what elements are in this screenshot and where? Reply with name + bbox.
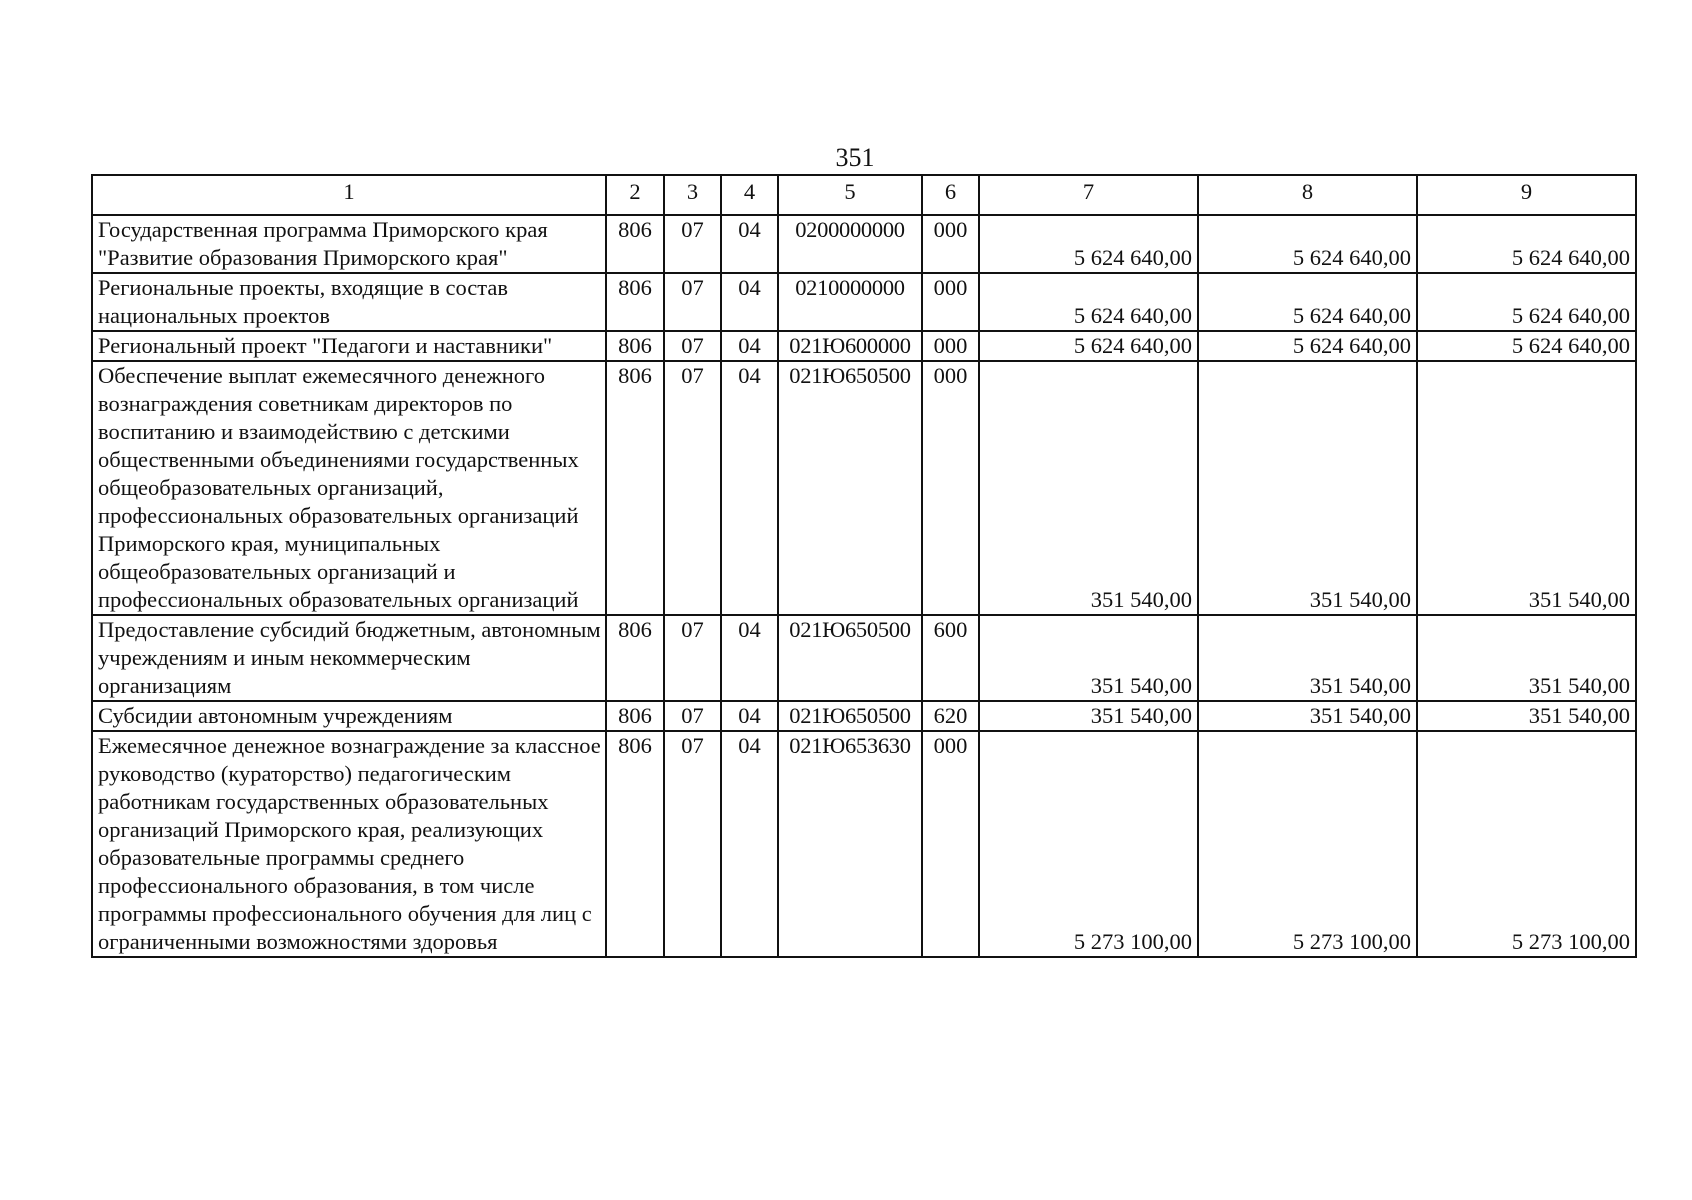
target-article-code: 021Ю600000 [778, 331, 922, 361]
expense-type-code: 000 [922, 731, 979, 957]
expense-type-code: 600 [922, 615, 979, 701]
table-row [92, 331, 1636, 361]
subsection-code: 04 [721, 731, 778, 957]
row-name: Предоставление субсидий бюджетным, автономным учреждениям и иным некоммерческим организациям [92, 615, 606, 701]
amount-column-9: 351 540,00 [1417, 361, 1636, 615]
ministry-code: 806 [606, 701, 664, 731]
table-row [92, 273, 1636, 331]
amount-column-7: 5 624 640,00 [979, 215, 1198, 273]
table-row [92, 615, 1636, 701]
expense-type-code: 000 [922, 331, 979, 361]
target-article-code: 021Ю650500 [778, 361, 922, 615]
expense-type-code: 620 [922, 701, 979, 731]
subsection-code: 04 [721, 615, 778, 701]
column-header: 5 [778, 175, 922, 215]
table-row [92, 701, 1636, 731]
table-row [92, 215, 1636, 273]
ministry-code: 806 [606, 215, 664, 273]
subsection-code: 04 [721, 273, 778, 331]
ministry-code: 806 [606, 273, 664, 331]
expense-type-code: 000 [922, 215, 979, 273]
section-code: 07 [664, 701, 721, 731]
column-header: 4 [721, 175, 778, 215]
column-header: 9 [1417, 175, 1636, 215]
amount-column-7: 351 540,00 [979, 701, 1198, 731]
column-header: 1 [92, 175, 606, 215]
amount-column-8: 5 624 640,00 [1198, 215, 1417, 273]
expense-type-code: 000 [922, 273, 979, 331]
row-name: Ежемесячное денежное вознаграждение за классное руководство (кураторство) педагогическим работникам государственных образовательных организаций Приморского края, реализующих образовательные программы среднего профессионального образования, в том числе программы профессионального обучения для лиц с ограниченными возможностями здоровья [92, 731, 606, 957]
column-header: 8 [1198, 175, 1417, 215]
target-article-code: 021Ю650500 [778, 615, 922, 701]
amount-column-8: 5 624 640,00 [1198, 331, 1417, 361]
table-row [92, 361, 1636, 615]
column-header: 7 [979, 175, 1198, 215]
ministry-code: 806 [606, 331, 664, 361]
target-article-code: 0200000000 [778, 215, 922, 273]
amount-column-9: 5 624 640,00 [1417, 215, 1636, 273]
subsection-code: 04 [721, 215, 778, 273]
amount-column-9: 351 540,00 [1417, 615, 1636, 701]
amount-column-9: 5 273 100,00 [1417, 731, 1636, 957]
amount-column-9: 5 624 640,00 [1417, 273, 1636, 331]
column-header: 3 [664, 175, 721, 215]
amount-column-8: 5 273 100,00 [1198, 731, 1417, 957]
amount-column-7: 5 624 640,00 [979, 273, 1198, 331]
section-code: 07 [664, 215, 721, 273]
expense-type-code: 000 [922, 361, 979, 615]
target-article-code: 021Ю653630 [778, 731, 922, 957]
amount-column-7: 5 624 640,00 [979, 331, 1198, 361]
row-name: Государственная программа Приморского края "Развитие образования Приморского края" [92, 215, 606, 273]
row-name: Региональные проекты, входящие в состав национальных проектов [92, 273, 606, 331]
subsection-code: 04 [721, 361, 778, 615]
amount-column-9: 5 624 640,00 [1417, 331, 1636, 361]
table-row [92, 731, 1636, 957]
ministry-code: 806 [606, 731, 664, 957]
section-code: 07 [664, 331, 721, 361]
target-article-code: 021Ю650500 [778, 701, 922, 731]
subsection-code: 04 [721, 331, 778, 361]
amount-column-8: 351 540,00 [1198, 615, 1417, 701]
ministry-code: 806 [606, 361, 664, 615]
target-article-code: 0210000000 [778, 273, 922, 331]
amount-column-8: 351 540,00 [1198, 361, 1417, 615]
row-name: Обеспечение выплат ежемесячного денежного вознаграждения советникам директоров по воспитанию и взаимодействию с детскими общественными объединениями государственных общеобразовательных организаций, профессиональных образовательных организаций Приморского края, муниципальных общеобразовательных организаций и профессиональных образовательных организаций [92, 361, 606, 615]
amount-column-8: 351 540,00 [1198, 701, 1417, 731]
section-code: 07 [664, 615, 721, 701]
amount-column-9: 351 540,00 [1417, 701, 1636, 731]
amount-column-8: 5 624 640,00 [1198, 273, 1417, 331]
subsection-code: 04 [721, 701, 778, 731]
amount-column-7: 351 540,00 [979, 361, 1198, 615]
page-number: 351 [835, 143, 875, 172]
amount-column-7: 5 273 100,00 [979, 731, 1198, 957]
section-code: 07 [664, 731, 721, 957]
row-name: Региональный проект "Педагоги и наставники" [92, 331, 606, 361]
column-header: 2 [606, 175, 664, 215]
section-code: 07 [664, 273, 721, 331]
amount-column-7: 351 540,00 [979, 615, 1198, 701]
section-code: 07 [664, 361, 721, 615]
budget-table [91, 174, 1637, 958]
ministry-code: 806 [606, 615, 664, 701]
row-name: Субсидии автономным учреждениям [92, 701, 606, 731]
column-number-header-row [92, 175, 1636, 215]
column-header: 6 [922, 175, 979, 215]
